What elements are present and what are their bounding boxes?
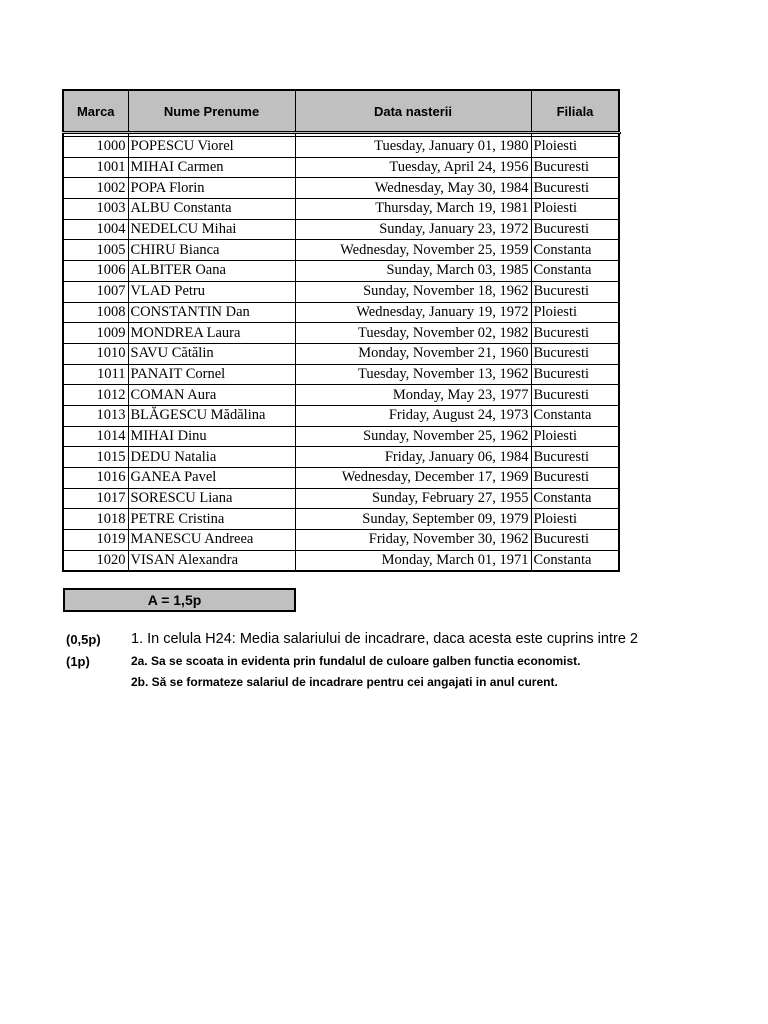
table-row [63, 509, 619, 530]
cell-marca[interactable]: 1006 [63, 261, 128, 282]
table-header-row [63, 90, 619, 133]
header-marca[interactable]: Marca [63, 90, 128, 133]
table-row [63, 137, 619, 158]
cell-data-nasterii[interactable]: Tuesday, April 24, 1956 [295, 157, 531, 178]
cell-nume[interactable]: NEDELCU Mihai [128, 219, 295, 240]
table-row [63, 261, 619, 282]
cell-filiala[interactable]: Constanta [531, 405, 619, 426]
cell-marca[interactable]: 1007 [63, 281, 128, 302]
table-row [63, 426, 619, 447]
table-row [63, 447, 619, 468]
cell-nume[interactable]: MANESCU Andreea [128, 530, 295, 551]
task2b-text: 2b. Să se formateze salariul de incadrare pentru cei angajati in anul curent. [131, 675, 558, 689]
cell-filiala[interactable]: Bucuresti [531, 219, 619, 240]
cell-filiala[interactable]: Bucuresti [531, 447, 619, 468]
cell-nume[interactable]: MIHAI Dinu [128, 426, 295, 447]
cell-filiala[interactable]: Ploiesti [531, 426, 619, 447]
cell-data-nasterii[interactable]: Wednesday, January 19, 1972 [295, 302, 531, 323]
cell-nume[interactable]: GANEA Pavel [128, 468, 295, 489]
header-filiala[interactable]: Filiala [531, 90, 619, 133]
employee-table [62, 89, 620, 572]
table-row [63, 550, 619, 571]
cell-nume[interactable]: MONDREA Laura [128, 323, 295, 344]
cell-data-nasterii[interactable]: Sunday, September 09, 1979 [295, 509, 531, 530]
cell-marca[interactable]: 1010 [63, 343, 128, 364]
cell-data-nasterii[interactable]: Friday, January 06, 1984 [295, 447, 531, 468]
table-row [63, 364, 619, 385]
table-row [63, 178, 619, 199]
cell-filiala[interactable]: Ploiesti [531, 509, 619, 530]
cell-marca[interactable]: 1016 [63, 468, 128, 489]
task1-text: 1. In celula H24: Media salariului de incadrare, daca acesta este cuprins intre 2 [131, 631, 638, 647]
cell-data-nasterii[interactable]: Sunday, November 18, 1962 [295, 281, 531, 302]
table-row [63, 219, 619, 240]
table-row [63, 488, 619, 509]
cell-filiala[interactable]: Bucuresti [531, 281, 619, 302]
cell-marca[interactable]: 1011 [63, 364, 128, 385]
cell-filiala[interactable]: Bucuresti [531, 468, 619, 489]
cell-nume[interactable]: CONSTANTIN Dan [128, 302, 295, 323]
task2a-text: 2a. Sa se scoata in evidenta prin fundalul de culoare galben functia economist. [131, 654, 581, 668]
cell-marca[interactable]: 1005 [63, 240, 128, 261]
cell-data-nasterii[interactable]: Wednesday, November 25, 1959 [295, 240, 531, 261]
cell-data-nasterii[interactable]: Sunday, November 25, 1962 [295, 426, 531, 447]
cell-marca[interactable]: 1002 [63, 178, 128, 199]
cell-nume[interactable]: POPESCU Viorel [128, 137, 295, 158]
cell-data-nasterii[interactable]: Sunday, March 03, 1985 [295, 261, 531, 282]
cell-marca[interactable]: 1015 [63, 447, 128, 468]
cell-nume[interactable]: SORESCU Liana [128, 488, 295, 509]
cell-marca[interactable]: 1017 [63, 488, 128, 509]
cell-filiala[interactable]: Ploiesti [531, 302, 619, 323]
cell-filiala[interactable]: Ploiesti [531, 137, 619, 158]
cell-nume[interactable]: PETRE Cristina [128, 509, 295, 530]
table-row [63, 385, 619, 406]
cell-data-nasterii[interactable]: Sunday, February 27, 1955 [295, 488, 531, 509]
table-row [63, 281, 619, 302]
cell-filiala[interactable]: Constanta [531, 550, 619, 571]
cell-filiala[interactable]: Bucuresti [531, 157, 619, 178]
table-row [63, 199, 619, 220]
cell-filiala[interactable]: Constanta [531, 488, 619, 509]
cell-marca[interactable]: 1000 [63, 137, 128, 158]
cell-filiala[interactable]: Bucuresti [531, 364, 619, 385]
table-row [63, 530, 619, 551]
cell-data-nasterii[interactable]: Monday, May 23, 1977 [295, 385, 531, 406]
cell-data-nasterii[interactable]: Wednesday, May 30, 1984 [295, 178, 531, 199]
score-box [63, 588, 296, 612]
cell-marca[interactable]: 1019 [63, 530, 128, 551]
cell-data-nasterii[interactable]: Monday, November 21, 1960 [295, 343, 531, 364]
cell-nume[interactable]: MIHAI Carmen [128, 157, 295, 178]
cell-data-nasterii[interactable]: Friday, August 24, 1973 [295, 405, 531, 426]
cell-marca[interactable]: 1003 [63, 199, 128, 220]
header-nume-prenume[interactable]: Nume Prenume [128, 90, 295, 133]
cell-data-nasterii[interactable]: Friday, November 30, 1962 [295, 530, 531, 551]
table-row [63, 343, 619, 364]
task2-points: (1p) [66, 654, 90, 669]
table-row [63, 157, 619, 178]
cell-nume[interactable]: DEDU Natalia [128, 447, 295, 468]
cell-nume[interactable]: CHIRU Bianca [128, 240, 295, 261]
cell-data-nasterii[interactable]: Tuesday, November 13, 1962 [295, 364, 531, 385]
cell-nume[interactable]: PANAIT Cornel [128, 364, 295, 385]
cell-nume[interactable]: COMAN Aura [128, 385, 295, 406]
cell-marca[interactable]: 1008 [63, 302, 128, 323]
cell-filiala[interactable]: Bucuresti [531, 343, 619, 364]
cell-filiala[interactable]: Bucuresti [531, 178, 619, 199]
table-row [63, 240, 619, 261]
task1-points: (0,5p) [66, 632, 101, 647]
cell-data-nasterii[interactable]: Wednesday, December 17, 1969 [295, 468, 531, 489]
cell-data-nasterii[interactable]: Tuesday, November 02, 1982 [295, 323, 531, 344]
cell-nume[interactable]: BLĂGESCU Mădălina [128, 405, 295, 426]
table-row [63, 302, 619, 323]
cell-filiala[interactable]: Bucuresti [531, 385, 619, 406]
score-label: A = 1,5p [147, 592, 202, 608]
cell-data-nasterii[interactable]: Sunday, January 23, 1972 [295, 219, 531, 240]
header-data-nasterii[interactable]: Data nasterii [295, 90, 531, 133]
cell-nume[interactable]: SAVU Cătălin [128, 343, 295, 364]
cell-filiala[interactable]: Ploiesti [531, 199, 619, 220]
table-body [63, 133, 619, 572]
cell-nume[interactable]: ALBU Constanta [128, 199, 295, 220]
cell-filiala[interactable]: Constanta [531, 240, 619, 261]
cell-nume[interactable]: VLAD Petru [128, 281, 295, 302]
cell-nume[interactable]: ALBITER Oana [128, 261, 295, 282]
cell-nume[interactable]: POPA Florin [128, 178, 295, 199]
table-row [63, 468, 619, 489]
cell-marca[interactable]: 1012 [63, 385, 128, 406]
cell-nume[interactable]: VISAN Alexandra [128, 550, 295, 571]
cell-marca[interactable]: 1004 [63, 219, 128, 240]
cell-filiala[interactable]: Bucuresti [531, 530, 619, 551]
cell-filiala[interactable]: Constanta [531, 261, 619, 282]
table-row [63, 323, 619, 344]
cell-data-nasterii[interactable]: Thursday, March 19, 1981 [295, 199, 531, 220]
cell-marca[interactable]: 1013 [63, 405, 128, 426]
table-row [63, 405, 619, 426]
cell-data-nasterii[interactable]: Monday, March 01, 1971 [295, 550, 531, 571]
cell-marca[interactable]: 1018 [63, 509, 128, 530]
cell-data-nasterii[interactable]: Tuesday, January 01, 1980 [295, 137, 531, 158]
cell-marca[interactable]: 1020 [63, 550, 128, 571]
cell-marca[interactable]: 1009 [63, 323, 128, 344]
cell-marca[interactable]: 1014 [63, 426, 128, 447]
cell-marca[interactable]: 1001 [63, 157, 128, 178]
cell-filiala[interactable]: Bucuresti [531, 323, 619, 344]
